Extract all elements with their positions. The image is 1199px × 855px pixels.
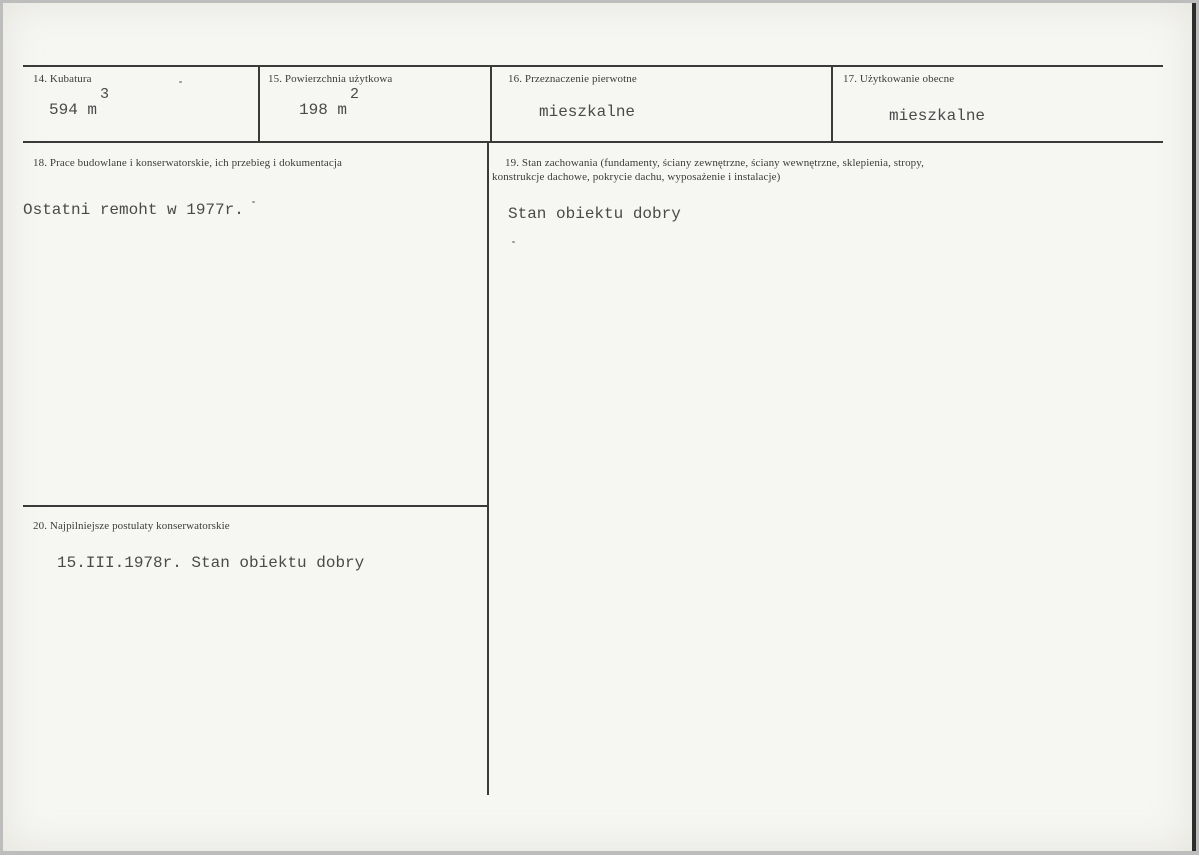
field-16-label: 16. Przeznaczenie pierwotne (508, 73, 637, 85)
field-20-value: 15.III.1978r. Stan obiektu dobry (57, 554, 365, 572)
field-19-value: Stan obiektu dobry (508, 205, 681, 223)
field-15-value: 198 m (299, 101, 348, 119)
field-17-value: mieszkalne (889, 107, 986, 125)
paper-speck (252, 201, 255, 203)
left-section-divider (23, 505, 487, 507)
main-vertical-divider (487, 142, 489, 795)
col-divider-16 (490, 66, 492, 142)
field-20-label: 20. Najpilniejsze postulaty konserwatorskie (33, 520, 230, 532)
col-divider-15 (258, 66, 260, 142)
field-16-value: mieszkalne (539, 103, 636, 121)
col-divider-17 (831, 66, 833, 142)
field-19-label-line1: 19. Stan zachowania (fundamenty, ściany zewnętrzne, ściany wewnętrzne, sklepienia, stropy, (505, 157, 925, 169)
field-19-label-line2: konstrukcje dachowe, pokrycie dachu, wyposażenie i instalacje) (492, 171, 781, 183)
field-18-label: 18. Prace budowlane i konserwatorskie, ich przebieg i dokumentacja (33, 157, 342, 169)
field-14-label: 14. Kubatura (33, 73, 92, 85)
field-14-value: 594 m (49, 101, 98, 119)
row-divider-rule (23, 141, 1163, 143)
record-card (3, 3, 1196, 851)
field-15-label: 15. Powierzchnia użytkowa (268, 73, 393, 85)
field-15-exponent: 2 (350, 86, 360, 103)
field-18-value: Ostatni remoht w 1977r. (23, 201, 244, 219)
field-14-exponent: 3 (100, 86, 110, 103)
field-17-label: 17. Użytkowanie obecne (843, 73, 955, 85)
paper-speck (179, 81, 182, 83)
top-rule (23, 65, 1163, 67)
paper-speck (512, 241, 515, 243)
